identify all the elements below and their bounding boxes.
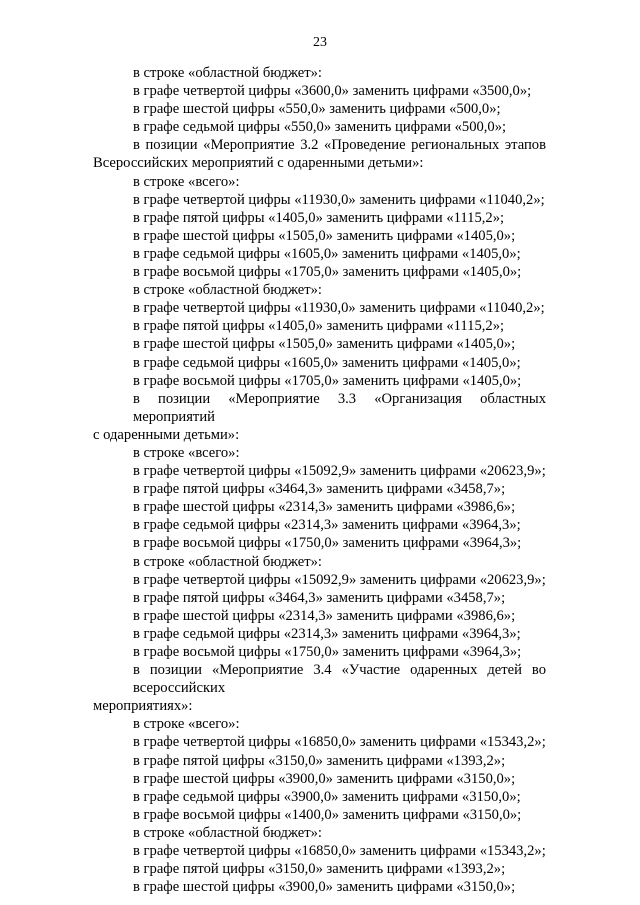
paragraph-first-line: в позиции «Мероприятие 3.3 «Организация областных мероприятий xyxy=(133,390,546,425)
text-line: в графе седьмой цифры «550,0» заменить цифрами «500,0»; xyxy=(133,119,507,136)
text-line: в графе шестой цифры «3900,0» заменить цифрами «3150,0»; xyxy=(133,879,516,896)
text-line: в строке «областной бюджет»: xyxy=(133,553,322,570)
text-line: в графе седьмой цифры «1605,0» заменить цифрами «1405,0»; xyxy=(133,354,521,371)
paragraph xyxy=(93,661,546,715)
text-line: в графе седьмой цифры «2314,3» заменить цифрами «3964,3»; xyxy=(133,517,521,534)
text-line: в графе шестой цифры «2314,3» заменить цифрами «3986,6»; xyxy=(133,499,516,516)
text-line: в строке «всего»: xyxy=(133,444,240,461)
text-line: в графе шестой цифры «1505,0» заменить цифрами «1405,0»; xyxy=(133,336,516,353)
text-line: в графе восьмой цифры «1750,0» заменить цифрами «3964,3»; xyxy=(133,644,522,660)
paragraph-first-line: в позиции «Мероприятие 3.4 «Участие одаренных детей во всероссийских xyxy=(133,662,546,697)
text-line: в графе седьмой цифры «1605,0» заменить цифрами «1405,0»; xyxy=(133,245,521,262)
text-line: в графе пятой цифры «3150,0» заменить цифрами «1393,2»; xyxy=(133,861,506,878)
text-line: в графе седьмой цифры «3900,0» заменить цифрами «3150,0»; xyxy=(133,788,521,805)
text-line: в графе пятой цифры «3464,3» заменить цифрами «3458,7»; xyxy=(133,589,506,606)
paragraph xyxy=(93,390,546,444)
text-line: в графе четвертой цифры «15092,9» заменить цифрами «20623,9»; xyxy=(133,463,546,480)
paragraph-continuation-line: Всероссийских мероприятий с одаренными детьми»: xyxy=(93,155,424,172)
text-line: в графе четвертой цифры «11930,0» заменить цифрами «11040,2»; xyxy=(133,300,545,317)
text-line: в графе восьмой цифры «1705,0» заменить цифрами «1405,0»; xyxy=(133,372,522,389)
text-line: в графе пятой цифры «3464,3» заменить цифрами «3458,7»; xyxy=(133,481,506,498)
text-line: в графе восьмой цифры «1705,0» заменить цифрами «1405,0»; xyxy=(133,264,522,281)
text-line: в графе четвертой цифры «16850,0» заменить цифрами «15343,2»; xyxy=(133,734,546,751)
text-line: в графе четвертой цифры «11930,0» заменить цифрами «11040,2»; xyxy=(133,191,545,208)
text-line: в графе пятой цифры «3150,0» заменить цифрами «1393,2»; xyxy=(133,752,506,769)
text-line: в строке «всего»: xyxy=(133,173,240,190)
text-line: в графе четвертой цифры «15092,9» заменить цифрами «20623,9»; xyxy=(133,571,546,588)
text-line: в строке «областной бюджет»: xyxy=(133,824,322,841)
text-line: в графе четвертой цифры «3600,0» заменить цифрами «3500,0»; xyxy=(133,83,532,100)
paragraph-continuation-line: с одаренными детьми»: xyxy=(93,426,240,443)
text-line: в строке «областной бюджет»: xyxy=(133,65,322,81)
page-number: 23 xyxy=(313,35,327,50)
document-body xyxy=(93,64,546,896)
text-line: в строке «областной бюджет»: xyxy=(133,282,322,299)
paragraph xyxy=(93,136,546,172)
text-line: в графе восьмой цифры «1400,0» заменить цифрами «3150,0»; xyxy=(133,806,522,823)
text-line: в графе седьмой цифры «2314,3» заменить цифрами «3964,3»; xyxy=(133,625,521,642)
paragraph-first-line: в позиции «Мероприятие 3.2 «Проведение региональных этапов xyxy=(133,137,546,154)
text-line: в графе шестой цифры «2314,3» заменить цифрами «3986,6»; xyxy=(133,607,516,624)
text-line: в графе шестой цифры «3900,0» заменить цифрами «3150,0»; xyxy=(133,770,516,787)
text-line: в графе пятой цифры «1405,0» заменить цифрами «1115,2»; xyxy=(133,209,505,226)
text-line: в строке «всего»: xyxy=(133,716,240,733)
text-line: в графе шестой цифры «1505,0» заменить цифрами «1405,0»; xyxy=(133,227,516,244)
text-line: в графе пятой цифры «1405,0» заменить цифрами «1115,2»; xyxy=(133,318,505,335)
text-line: в графе четвертой цифры «16850,0» заменить цифрами «15343,2»; xyxy=(133,843,546,860)
text-line: в графе шестой цифры «550,0» заменить цифрами «500,0»; xyxy=(133,101,501,118)
paragraph-continuation-line: мероприятиях»: xyxy=(93,698,193,715)
text-line: в графе восьмой цифры «1750,0» заменить цифрами «3964,3»; xyxy=(133,535,522,552)
